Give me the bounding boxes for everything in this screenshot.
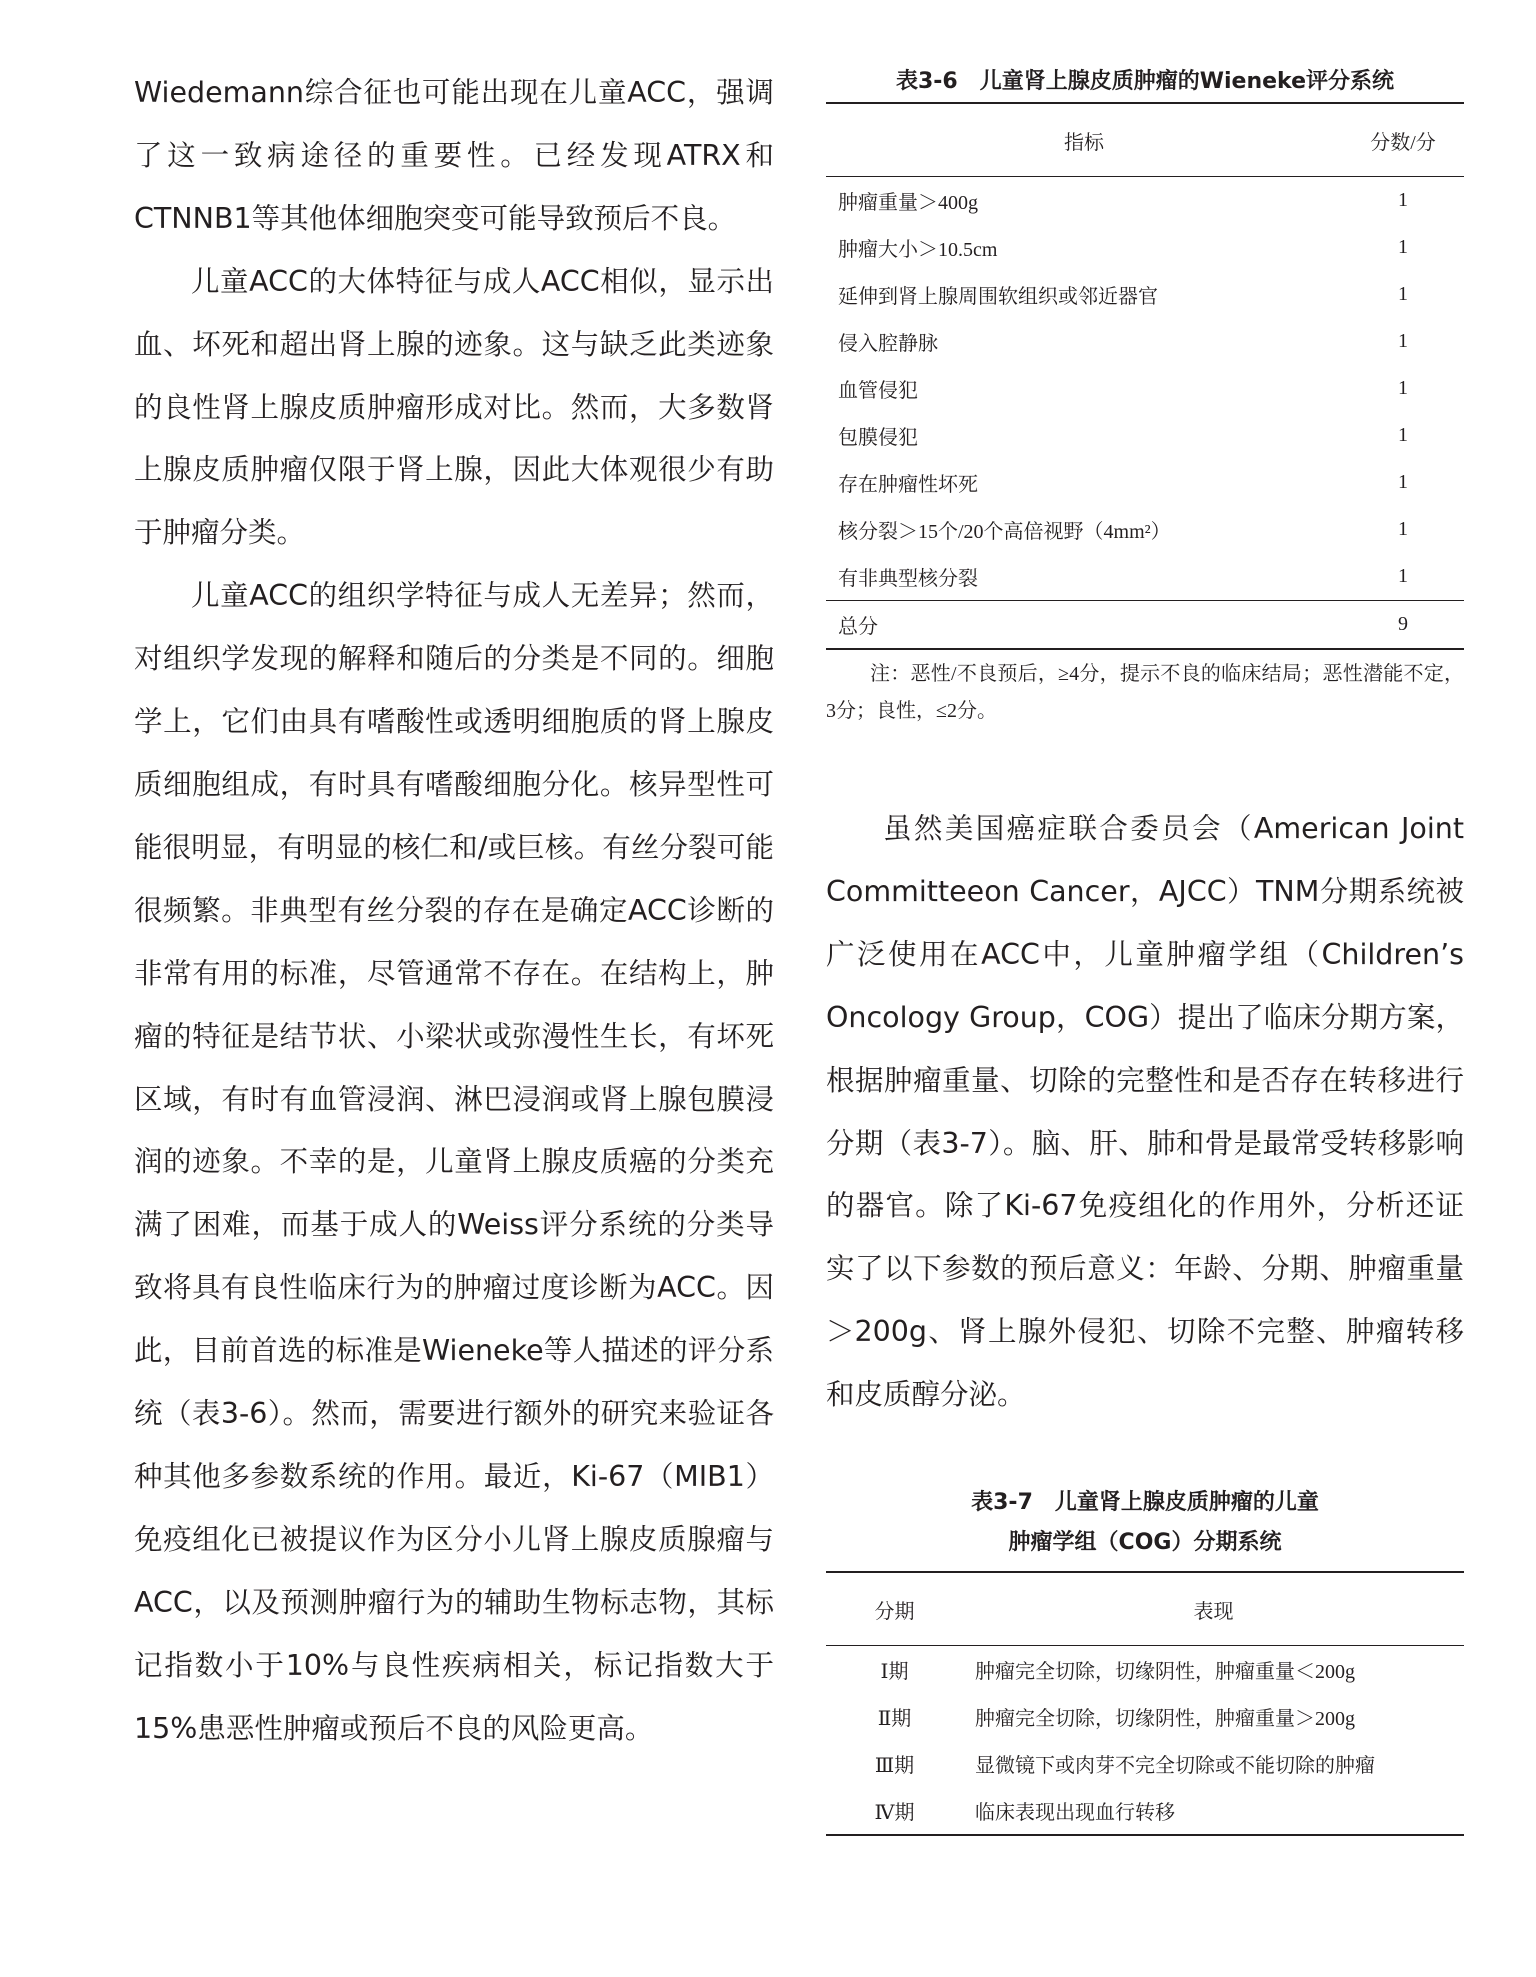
table-row [826,271,1464,318]
table-row [826,459,1464,506]
paragraph-gross-features: 儿童ACC的大体特征与成人ACC相似，显示出血、坏死和超出肾上腺的迹象。这与缺乏此类迹象的良性肾上腺皮质肿瘤形成对比。然而，大多数肾上腺皮质肿瘤仅限于肾上腺，因此大体观很少有助于肿瘤分类。 [134,264,774,550]
table-row [826,177,1464,225]
total-score: 9 [1342,601,1464,650]
row-indicator: 血管侵犯 [838,380,918,402]
total-label: 总分 [826,601,1342,650]
table-total-row [826,601,1464,650]
row-score: 1 [1398,283,1408,305]
table-header-row [826,103,1464,177]
table-header-row [826,1572,1464,1646]
table-row [826,1740,1464,1787]
table-3-6-note: 注：恶性/不良预后，≥4分，提示不良的临床结局；恶性潜能不定，3分；良性，≤2分。 [826,663,1464,722]
row-score: 1 [1398,189,1408,211]
row-score: 1 [1398,471,1408,493]
row-presentation: 显微镜下或肉芽不完全切除或不能切除的肿瘤 [975,1755,1375,1778]
row-presentation: 临床表现出现血行转移 [963,1787,1464,1835]
row-indicator: 肿瘤大小＞10.5cm [838,239,998,261]
table-3-7-caption-line1: 表3-7 儿童肾上腺皮质肿瘤的儿童 [971,1490,1319,1516]
row-score: 1 [1398,424,1408,446]
table-row [826,553,1464,601]
table-row [826,412,1464,459]
paragraph-histology: 儿童ACC的组织学特征与成人无差异；然而，对组织学发现的解释和随后的分类是不同的。细胞学上，它们由具有嗜酸性或透明细胞质的肾上腺皮质细胞组成，有时具有嗜酸细胞分化。核异型性可能很明显，有明显的核仁和/或巨核。有丝分裂可能很频繁。非典型有丝分裂的存在是确定ACC诊断的非常有用的标准，尽管通常不存在。在结构上，肿瘤的特征是结节状、小梁状或弥漫性生长，有坏死区域，有时有血管浸润、淋巴浸润或肾上腺包膜浸润的迹象。不幸的是，儿童肾上腺皮质癌的分类充满了困难，而基于成人的Weiss评分系统的分类导致将具有良性临床行为的肿瘤过度诊断为ACC。因此，目前首选的标准是Wieneke等人描述的评分系统（表3-6）。然而，需要进行额外的研究来验证各种其他多参数系统的作用。最近，Ki-67（MIB1）免疫组化已被提议作为区分小儿肾上腺皮质腺瘤与ACC，以及预测肿瘤行为的辅助生物标志物，其标记指数小于10%与良性疾病相关，标记指数大于15%患恶性肿瘤或预后不良的风险更高。 [134,579,774,1745]
row-score: 1 [1398,565,1408,587]
header-indicator: 指标 [826,103,1342,177]
row-presentation: 肿瘤完全切除，切缘阴性，肿瘤重量＜200g [975,1661,1355,1684]
row-presentation: 肿瘤完全切除，切缘阴性，肿瘤重量＞200g [975,1708,1355,1731]
table-row [826,506,1464,553]
row-indicator: 侵入腔静脉 [838,333,938,355]
table-row [826,365,1464,412]
row-stage: Ⅲ期 [874,1755,915,1778]
cog-staging-table [826,1571,1464,1836]
row-stage: Ⅳ期 [826,1787,963,1835]
header-stage: 分期 [826,1572,963,1646]
row-score: 1 [1398,330,1408,352]
right-column [826,62,1464,1836]
paragraph-staging: 虽然美国癌症联合委员会（American Joint Committeeon Cancer，AJCC）TNM分期系统被广泛使用在ACC中，儿童肿瘤学组（Children’s Oncology Group，COG）提出了临床分期方案，根据肿瘤重量、切除的完整性和是否存在转移进行分期（表3-7）。脑、肝、肺和骨是最常受转移影响的器官。除了Ki-67免疫组化的作用外，分析还证实了以下参数的预后意义：年龄、分期、肿瘤重量＞200g、肾上腺外侵犯、切除不完整、肿瘤转移和皮质醇分泌。 [826,812,1464,1412]
row-stage: Ⅱ期 [877,1708,912,1731]
wieneke-score-table [826,102,1464,650]
row-indicator: 延伸到肾上腺周围软组织或邻近器官 [838,286,1158,308]
table-row [826,224,1464,271]
left-text-column [134,62,774,1760]
row-indicator: 核分裂＞15个/20个高倍视野（4mm²） [838,521,1171,543]
table-row [826,1787,1464,1835]
header-score: 分数/分 [1342,103,1464,177]
table-row [826,1693,1464,1740]
row-indicator: 包膜侵犯 [838,427,918,449]
row-indicator: 存在肿瘤性坏死 [838,474,978,496]
row-score: 1 [1398,518,1408,540]
table-3-7-caption-line2: 肿瘤学组（COG）分期系统 [1008,1530,1282,1556]
table-row [826,1646,1464,1694]
paragraph-genetics: Wiedemann综合征也可能出现在儿童ACC，强调了这一致病途径的重要性。已经发现ATRX和CTNNB1等其他体细胞突变可能导致预后不良。 [134,76,774,235]
row-indicator: 肿瘤重量＞400g [838,192,978,214]
row-score: 1 [1398,236,1408,258]
row-indicator: 有非典型核分裂 [838,568,978,590]
row-stage: Ⅰ期 [880,1661,909,1684]
row-score: 1 [1398,377,1408,399]
table-row [826,318,1464,365]
header-presentation: 表现 [963,1572,1464,1646]
table-3-6-caption: 表3-6 儿童肾上腺皮质肿瘤的Wieneke评分系统 [895,69,1395,94]
